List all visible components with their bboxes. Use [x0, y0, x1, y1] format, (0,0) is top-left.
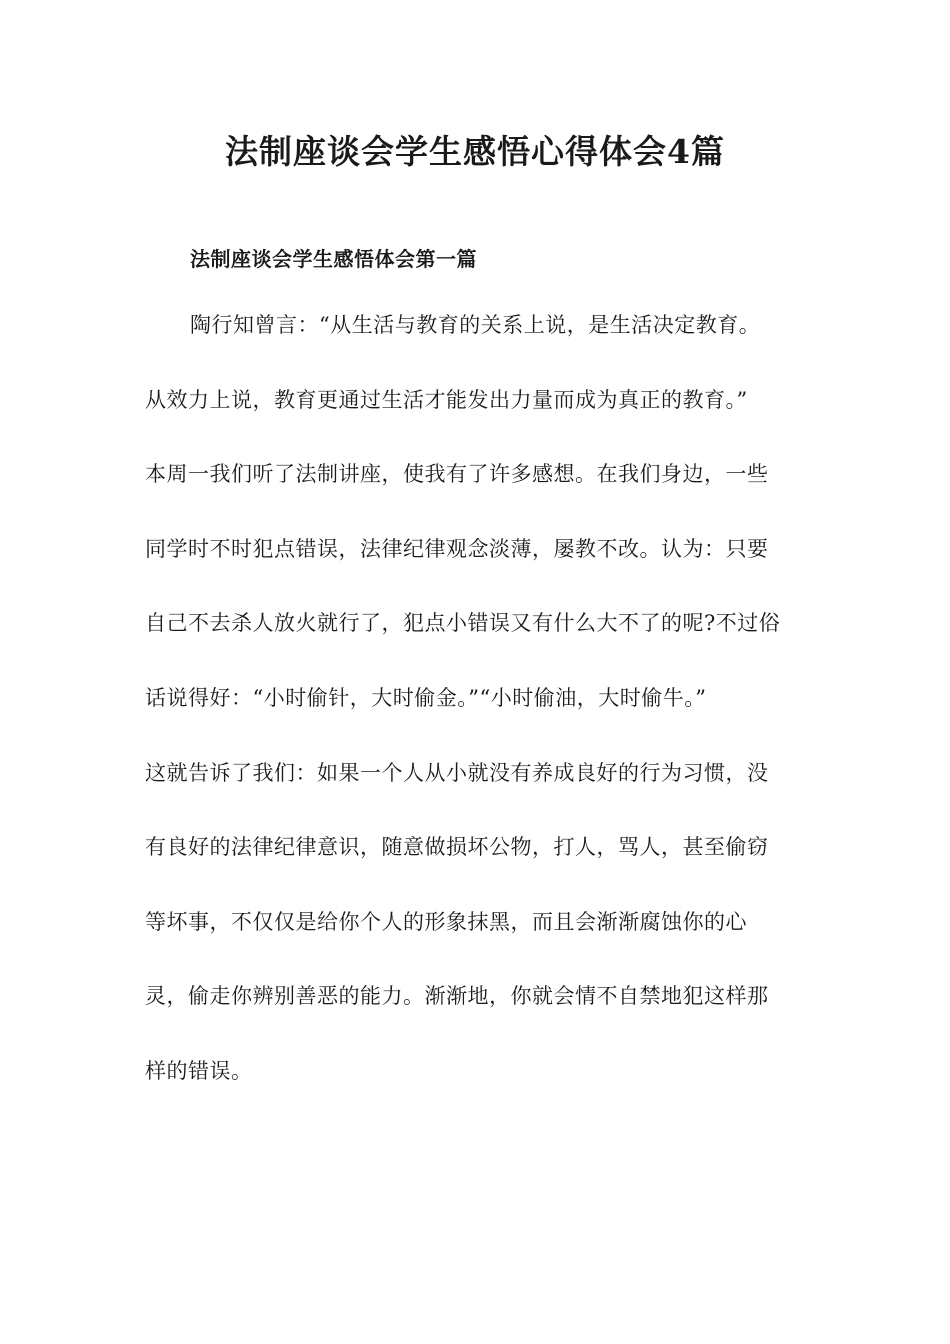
body-paragraph	[145, 305, 825, 1126]
paragraph-line: 这就告诉了我们：如果一个人从小就没有养成良好的行为习惯，没	[145, 760, 769, 785]
paragraph-line: 自己不去杀人放火就行了，犯点小错误又有什么大不了的呢?不过俗	[145, 611, 781, 636]
paragraph-line: 话说得好：“小时偷针，大时偷金。”“小时偷油，大时偷牛。”	[145, 685, 707, 710]
paragraph-line: 样的错误。	[145, 1058, 253, 1083]
paragraph-line: 等坏事，不仅仅是给你个人的形象抹黑，而且会渐渐腐蚀你的心	[145, 909, 747, 934]
paragraph-line: 有良好的法律纪律意识，随意做损坏公物，打人，骂人，甚至偷窃	[145, 835, 769, 860]
section-heading: 法制座谈会学生感悟体会第一篇	[190, 247, 477, 271]
paragraph-line: 灵，偷走你辨别善恶的能力。渐渐地，你就会情不自禁地犯这样那	[145, 984, 769, 1009]
paragraph-line: 从效力上说，教育更通过生活才能发出力量而成为真正的教育。”	[145, 387, 748, 412]
paragraph-line: 陶行知曾言：“从生活与教育的关系上说，是生活决定教育。	[190, 313, 761, 337]
document-title: 法制座谈会学生感悟心得体会4篇	[225, 132, 725, 171]
paragraph-line: 本周一我们听了法制讲座，使我有了许多感想。在我们身边，一些	[145, 462, 769, 487]
paragraph-line: 同学时不时犯点错误，法律纪律观念淡薄，屡教不改。认为：只要	[145, 536, 769, 561]
